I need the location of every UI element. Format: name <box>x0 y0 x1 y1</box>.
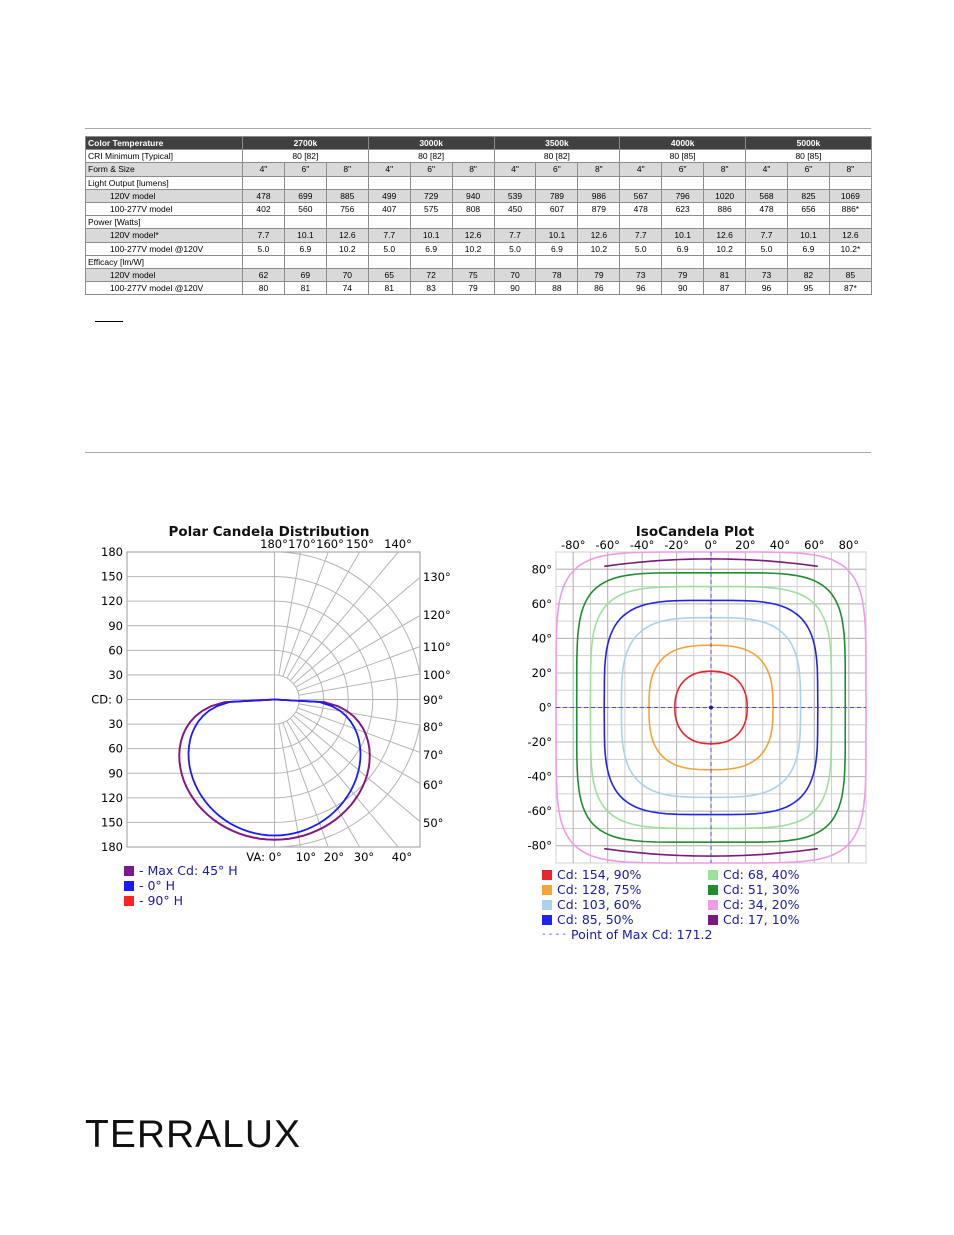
empty-cell <box>494 255 536 268</box>
table-row <box>86 202 872 215</box>
legend-label: - 90° H <box>139 893 184 908</box>
empty-cell <box>746 216 788 229</box>
value-cell: 83 <box>410 282 452 295</box>
value-cell: 568 <box>746 189 788 202</box>
value-cell: 10.1 <box>536 229 578 242</box>
value-cell: 79 <box>452 282 494 295</box>
value-cell: 75 <box>452 268 494 281</box>
legend-item <box>124 863 238 878</box>
legend-swatch <box>124 866 134 876</box>
value-cell: 7.7 <box>243 229 285 242</box>
legend-label: Cd: 17, 10% <box>723 912 800 927</box>
value-cell: 70 <box>326 268 368 281</box>
row-label: 120V model <box>86 189 243 202</box>
legend-label: Cd: 85, 50% <box>557 912 634 927</box>
right-angle-label: 110° <box>423 640 451 654</box>
value-cell: 5.0 <box>620 242 662 255</box>
table-row <box>86 282 872 295</box>
size-cell: 6" <box>410 163 452 176</box>
value-cell: 95 <box>787 282 829 295</box>
right-angle-label: 100° <box>423 668 451 682</box>
empty-cell <box>704 176 746 189</box>
section-label: Power [Watts] <box>86 216 243 229</box>
brand-logo: TERRALUX <box>85 1113 302 1156</box>
table-row <box>86 150 872 163</box>
empty-cell <box>620 216 662 229</box>
x-tick-label: -20° <box>664 538 689 552</box>
legend-label: Cd: 103, 60% <box>557 897 642 912</box>
value-cell: 986 <box>578 189 620 202</box>
legend-swatch <box>708 870 718 880</box>
size-cell: 6" <box>787 163 829 176</box>
legend-swatch <box>124 896 134 906</box>
x-tick-label: 40° <box>769 538 791 552</box>
value-cell: 81 <box>368 282 410 295</box>
value-cell: 65 <box>368 268 410 281</box>
size-cell: 6" <box>662 163 704 176</box>
value-cell: 96 <box>620 282 662 295</box>
size-cell: 6" <box>536 163 578 176</box>
size-cell: 8" <box>704 163 746 176</box>
table-row <box>86 242 872 255</box>
section-label: Light Output [lumens] <box>86 176 243 189</box>
value-cell: 478 <box>243 189 285 202</box>
value-cell: 10.2* <box>829 242 871 255</box>
y-tick-label: -40° <box>527 769 552 784</box>
empty-cell <box>452 176 494 189</box>
value-cell: 90 <box>494 282 536 295</box>
value-cell: 656 <box>787 202 829 215</box>
legend-item <box>124 893 238 908</box>
spec-table <box>85 136 872 295</box>
value-cell: 10.1 <box>662 229 704 242</box>
empty-cell <box>243 255 285 268</box>
empty-cell <box>578 216 620 229</box>
y-tick-label: 0° <box>538 700 552 715</box>
right-angle-label: 120° <box>423 608 451 622</box>
row-label: 100-277V model @120V <box>86 282 243 295</box>
y-tick-label: -60° <box>527 804 552 819</box>
value-cell: 79 <box>578 268 620 281</box>
right-angle-label: 130° <box>423 570 451 584</box>
table-row <box>86 176 872 189</box>
value-cell: 756 <box>326 202 368 215</box>
y-tick-label: 90 <box>108 618 123 633</box>
empty-cell <box>829 216 871 229</box>
value-cell: 5.0 <box>494 242 536 255</box>
right-angle-label: 70° <box>423 748 444 762</box>
legend-swatch <box>542 900 552 910</box>
middle-divider <box>85 452 871 453</box>
value-cell: 623 <box>662 202 704 215</box>
note-underline <box>95 321 123 322</box>
legend-label: Cd: 128, 75% <box>557 882 642 897</box>
legend-label: Cd: 68, 40% <box>723 867 800 882</box>
top-angle-label: 150° <box>346 537 374 551</box>
bottom-angle-label: VA: 0° <box>246 850 282 864</box>
legend-swatch <box>708 900 718 910</box>
empty-cell <box>452 255 494 268</box>
row-label: Form & Size <box>86 163 243 176</box>
y-tick-label: 150 <box>101 569 123 584</box>
empty-cell <box>662 176 704 189</box>
empty-cell <box>452 216 494 229</box>
y-tick-label: 60 <box>108 643 123 658</box>
value-cell: 5.0 <box>243 242 285 255</box>
value-cell: 699 <box>284 189 326 202</box>
value-cell: 6.9 <box>536 242 578 255</box>
x-tick-label: 0° <box>704 538 718 552</box>
value-cell: 74 <box>326 282 368 295</box>
value-cell: 88 <box>536 282 578 295</box>
legend-item <box>708 897 848 912</box>
legend-swatch <box>708 885 718 895</box>
value-cell: 12.6 <box>829 229 871 242</box>
empty-cell <box>243 216 285 229</box>
cri-value: 80 [82] <box>494 150 620 163</box>
value-cell: 825 <box>787 189 829 202</box>
size-cell: 8" <box>578 163 620 176</box>
table-row <box>86 255 872 268</box>
legend-max-point <box>542 927 842 942</box>
value-cell: 10.2 <box>452 242 494 255</box>
empty-cell <box>704 255 746 268</box>
legend-item <box>542 867 708 882</box>
cri-value: 80 [85] <box>620 150 746 163</box>
empty-cell <box>746 176 788 189</box>
y-tick-label: 60° <box>531 596 552 611</box>
value-cell: 1020 <box>704 189 746 202</box>
chart-title: Polar Candela Distribution <box>168 524 370 540</box>
value-cell: 85 <box>829 268 871 281</box>
legend-swatch <box>124 881 134 891</box>
empty-cell <box>829 176 871 189</box>
value-cell: 96 <box>746 282 788 295</box>
empty-cell <box>494 216 536 229</box>
value-cell: 5.0 <box>746 242 788 255</box>
empty-cell <box>326 216 368 229</box>
empty-cell <box>578 176 620 189</box>
legend-item <box>708 867 848 882</box>
value-cell: 6.9 <box>284 242 326 255</box>
size-cell: 6" <box>284 163 326 176</box>
color-temp-header: 3500k <box>494 137 620 150</box>
empty-cell <box>620 255 662 268</box>
legend-label: Cd: 51, 30% <box>723 882 800 897</box>
table-row <box>86 163 872 176</box>
value-cell: 607 <box>536 202 578 215</box>
value-cell: 539 <box>494 189 536 202</box>
y-tick-label: 120 <box>101 594 123 609</box>
value-cell: 62 <box>243 268 285 281</box>
empty-cell <box>368 216 410 229</box>
empty-cell <box>704 216 746 229</box>
size-cell: 8" <box>326 163 368 176</box>
size-cell: 4" <box>368 163 410 176</box>
value-cell: 478 <box>620 202 662 215</box>
value-cell: 6.9 <box>662 242 704 255</box>
value-cell: 450 <box>494 202 536 215</box>
legend-label: Cd: 34, 20% <box>723 897 800 912</box>
value-cell: 79 <box>662 268 704 281</box>
color-temp-header: 4000k <box>620 137 746 150</box>
legend-item <box>124 878 238 893</box>
right-angle-label: 60° <box>423 778 444 792</box>
row-label: 100-277V model <box>86 202 243 215</box>
legend-item <box>708 882 848 897</box>
value-cell: 90 <box>662 282 704 295</box>
y-tick-label: -80° <box>527 838 552 853</box>
legend-swatch <box>542 870 552 880</box>
size-cell: 4" <box>620 163 662 176</box>
x-tick-label: -60° <box>595 538 620 552</box>
x-tick-label: 60° <box>804 538 825 552</box>
empty-cell <box>368 255 410 268</box>
empty-cell <box>787 216 829 229</box>
right-angle-label: 80° <box>423 720 444 734</box>
value-cell: 7.7 <box>620 229 662 242</box>
legend-item <box>542 912 708 927</box>
top-angle-label: 140° <box>384 537 412 551</box>
x-tick-label: -80° <box>560 538 586 552</box>
value-cell: 808 <box>452 202 494 215</box>
y-tick-label: 150 <box>101 815 123 830</box>
y-tick-label: 40° <box>531 631 552 646</box>
value-cell: 78 <box>536 268 578 281</box>
value-cell: 7.7 <box>494 229 536 242</box>
value-cell: 81 <box>284 282 326 295</box>
legend-label: Cd: 154, 90% <box>557 867 642 882</box>
chart-title: IsoCandela Plot <box>635 524 755 540</box>
empty-cell <box>829 255 871 268</box>
value-cell: 12.6 <box>704 229 746 242</box>
y-tick-label: 60 <box>108 741 123 756</box>
value-cell: 1069 <box>829 189 871 202</box>
y-tick-label: 30 <box>108 667 123 682</box>
empty-cell <box>536 216 578 229</box>
size-cell: 4" <box>746 163 788 176</box>
bottom-angle-label: 20° <box>323 850 345 864</box>
table-row <box>86 268 872 281</box>
top-angle-label: 160° <box>316 537 344 551</box>
empty-cell <box>662 255 704 268</box>
empty-cell <box>410 176 452 189</box>
legend-swatch <box>542 915 552 925</box>
y-tick-label: -20° <box>527 735 552 750</box>
bottom-angle-label: 30° <box>353 850 375 864</box>
value-cell: 885 <box>326 189 368 202</box>
row-label: CRI Minimum [Typical] <box>86 150 243 163</box>
top-divider <box>85 128 871 129</box>
polar-candela-chart <box>80 520 460 864</box>
max-point-marker <box>709 706 713 710</box>
empty-cell <box>787 176 829 189</box>
row-label: 120V model <box>86 268 243 281</box>
value-cell: 12.6 <box>452 229 494 242</box>
bottom-angle-label: 10° <box>295 850 317 864</box>
value-cell: 402 <box>243 202 285 215</box>
empty-cell <box>620 176 662 189</box>
y-tick-label: 80° <box>531 562 552 577</box>
y-tick-label: 180 <box>101 840 123 854</box>
value-cell: 10.1 <box>787 229 829 242</box>
right-angle-label: 90° <box>423 693 444 707</box>
empty-cell <box>787 255 829 268</box>
value-cell: 7.7 <box>746 229 788 242</box>
legend-grid <box>542 867 842 927</box>
legend-swatch <box>708 915 718 925</box>
value-cell: 879 <box>578 202 620 215</box>
top-angle-label: 180° <box>260 537 288 551</box>
cri-value: 80 [82] <box>368 150 494 163</box>
value-cell: 12.6 <box>326 229 368 242</box>
isocandela-chart <box>520 520 890 865</box>
x-tick-label: 80° <box>838 538 859 552</box>
value-cell: 6.9 <box>410 242 452 255</box>
value-cell: 73 <box>620 268 662 281</box>
empty-cell <box>746 255 788 268</box>
dashed-line-icon: - - - - <box>542 929 566 940</box>
row-label: 100-277V model @120V <box>86 242 243 255</box>
value-cell: 87 <box>704 282 746 295</box>
value-cell: 87* <box>829 282 871 295</box>
empty-cell <box>410 255 452 268</box>
header-label: Color Temperature <box>86 137 243 150</box>
value-cell: 10.1 <box>410 229 452 242</box>
legend-label: Point of Max Cd: 171.2 <box>570 927 713 942</box>
size-cell: 8" <box>829 163 871 176</box>
empty-cell <box>284 176 326 189</box>
value-cell: 567 <box>620 189 662 202</box>
legend-label: - Max Cd: 45° H <box>139 863 238 878</box>
value-cell: 81 <box>704 268 746 281</box>
empty-cell <box>284 216 326 229</box>
value-cell: 6.9 <box>787 242 829 255</box>
legend-item <box>542 882 708 897</box>
x-tick-label: 20° <box>735 538 756 552</box>
value-cell: 70 <box>494 268 536 281</box>
table-row <box>86 229 872 242</box>
size-cell: 8" <box>452 163 494 176</box>
value-cell: 796 <box>662 189 704 202</box>
value-cell: 10.2 <box>704 242 746 255</box>
value-cell: 575 <box>410 202 452 215</box>
empty-cell <box>578 255 620 268</box>
empty-cell <box>536 176 578 189</box>
color-temp-header: 2700k <box>243 137 369 150</box>
empty-cell <box>536 255 578 268</box>
value-cell: 560 <box>284 202 326 215</box>
cri-value: 80 [82] <box>243 150 369 163</box>
empty-cell <box>368 176 410 189</box>
legend-item <box>542 897 708 912</box>
value-cell: 69 <box>284 268 326 281</box>
empty-cell <box>326 255 368 268</box>
value-cell: 12.6 <box>578 229 620 242</box>
x-tick-label: -40° <box>629 538 655 552</box>
value-cell: 478 <box>746 202 788 215</box>
value-cell: 5.0 <box>368 242 410 255</box>
value-cell: 73 <box>746 268 788 281</box>
value-cell: 86 <box>578 282 620 295</box>
polar-legend <box>124 863 238 908</box>
legend-item <box>708 912 848 927</box>
value-cell: 10.2 <box>578 242 620 255</box>
value-cell: 10.2 <box>326 242 368 255</box>
value-cell: 80 <box>243 282 285 295</box>
y-tick-label: 120 <box>101 790 123 805</box>
table-row <box>86 216 872 229</box>
empty-cell <box>494 176 536 189</box>
empty-cell <box>662 216 704 229</box>
value-cell: 940 <box>452 189 494 202</box>
y-tick-label: CD: 0 <box>91 692 123 707</box>
y-tick-label: 30 <box>108 717 123 732</box>
table-row <box>86 189 872 202</box>
value-cell: 82 <box>787 268 829 281</box>
top-angle-label: 170° <box>288 537 316 551</box>
row-label: 120V model* <box>86 229 243 242</box>
empty-cell <box>326 176 368 189</box>
bottom-angle-label: 40° <box>391 850 413 864</box>
value-cell: 72 <box>410 268 452 281</box>
y-tick-label: 20° <box>531 665 552 680</box>
legend-label: - 0° H <box>139 878 176 893</box>
empty-cell <box>410 216 452 229</box>
color-temp-header: 5000k <box>746 137 872 150</box>
value-cell: 729 <box>410 189 452 202</box>
empty-cell <box>284 255 326 268</box>
y-tick-label: 90 <box>108 766 123 781</box>
value-cell: 7.7 <box>368 229 410 242</box>
isocandela-legend <box>542 867 842 942</box>
size-cell: 4" <box>494 163 536 176</box>
value-cell: 886* <box>829 202 871 215</box>
color-temp-header: 3000k <box>368 137 494 150</box>
cri-value: 80 [85] <box>746 150 872 163</box>
value-cell: 499 <box>368 189 410 202</box>
legend-swatch <box>542 885 552 895</box>
empty-cell <box>243 176 285 189</box>
section-label: Efficacy [lm/W] <box>86 255 243 268</box>
table-row <box>86 137 872 150</box>
value-cell: 10.1 <box>284 229 326 242</box>
value-cell: 407 <box>368 202 410 215</box>
size-cell: 4" <box>243 163 285 176</box>
right-angle-label: 50° <box>423 816 444 830</box>
y-tick-label: 180 <box>101 545 123 559</box>
value-cell: 789 <box>536 189 578 202</box>
value-cell: 886 <box>704 202 746 215</box>
